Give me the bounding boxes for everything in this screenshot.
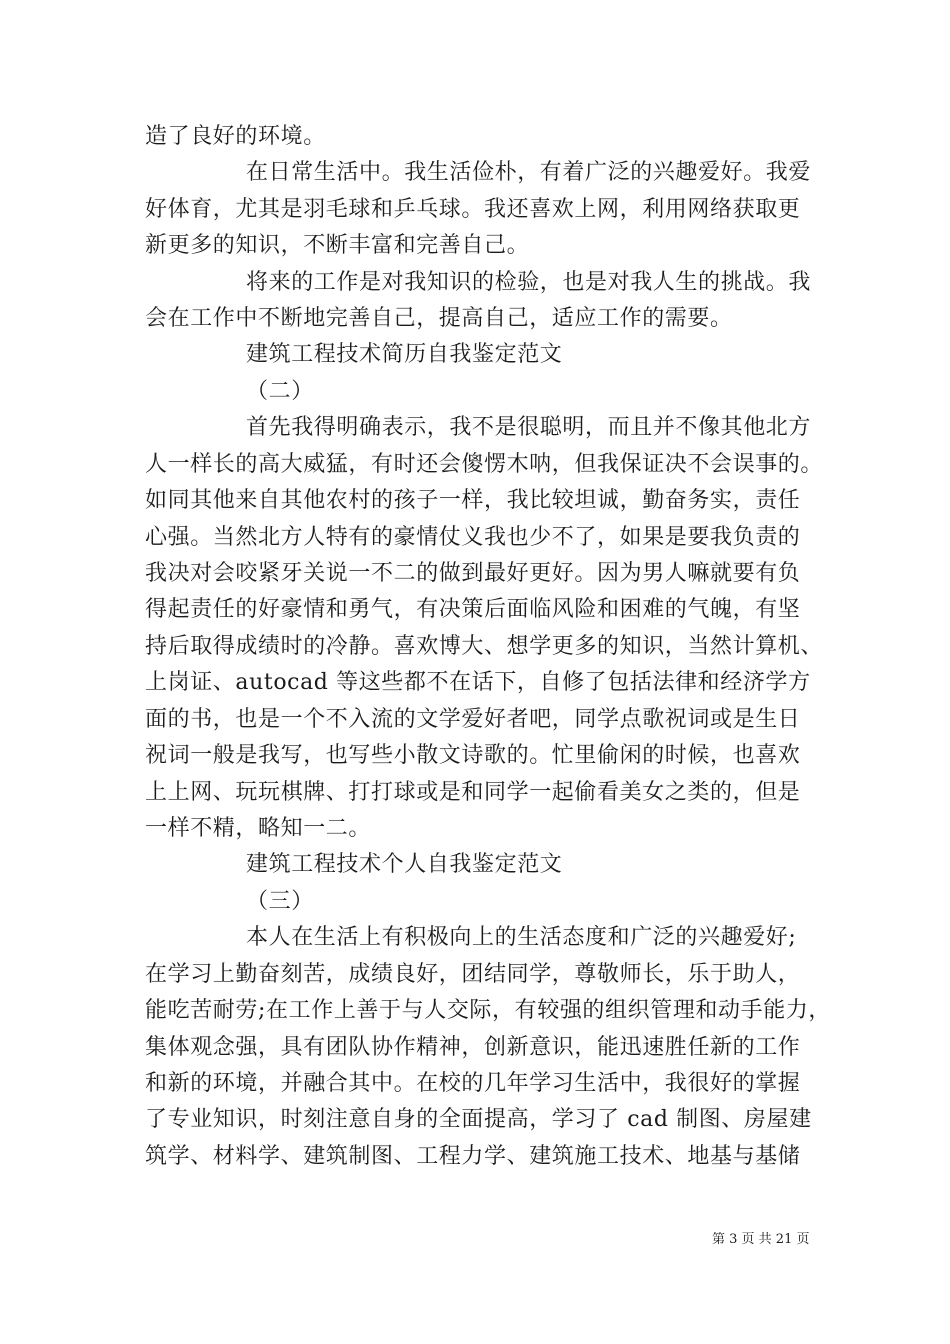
text-line: 一样不精，略知一二。 xyxy=(145,816,372,841)
text-line: 新更多的知识，不断丰富和完善自己。 xyxy=(145,233,530,258)
section-number: （二） xyxy=(246,379,314,404)
text-line: 和新的环境，并融合其中。在校的几年学习生活中，我很好的掌握 xyxy=(145,1071,801,1096)
text-line: 会在工作中不断地完善自己，提高自己，适应工作的需要。 xyxy=(145,306,733,331)
text-line: 得起责任的好豪情和勇气，有决策后面临风险和困难的气魄，有坚 xyxy=(145,597,801,622)
text-line: 能吃苦耐劳;在工作上善于与人交际，有较强的组织管理和动手能力， xyxy=(145,998,832,1023)
text-line: 造了良好的环境。 xyxy=(145,124,326,149)
section-heading: 建筑工程技术个人自我鉴定范文 xyxy=(246,852,563,877)
text-line: 在学习上勤奋刻苦，成绩良好，团结同学，尊敬师长，乐于助人， xyxy=(145,962,801,987)
text-line: 筑学、材料学、建筑制图、工程力学、建筑施工技术、地基与基储 xyxy=(145,1144,801,1169)
text-line: 了专业知识，时刻注意自身的全面提高，学习了 cad 制图、房屋建 xyxy=(145,1107,812,1132)
text-line: 祝词一般是我写，也写些小散文诗歌的。忙里偷闲的时候，也喜欢 xyxy=(145,743,801,768)
text-line: 人一样长的高大威猛，有时还会傻愣木呐，但我保证决不会误事的。 xyxy=(145,452,824,477)
section-number: （三） xyxy=(246,889,314,914)
text-line: 集体观念强，具有团队协作精神，创新意识，能迅速胜任新的工作 xyxy=(145,1035,801,1060)
text-line: 心强。当然北方人特有的豪情仗义我也少不了，如果是要我负责的 xyxy=(145,525,801,550)
text-line: 上上网、玩玩棋牌、打打球或是和同学一起偷看美女之类的，但是 xyxy=(145,780,801,805)
section-heading: 建筑工程技术简历自我鉴定范文 xyxy=(246,342,563,367)
text-line: 上岗证、autocad 等这些都不在话下，自修了包括法律和经济学方 xyxy=(145,670,811,695)
text-line: 如同其他来自其他农村的孩子一样，我比较坦诚，勤奋务实，责任 xyxy=(145,488,801,513)
paragraph-first-line: 在日常生活中。我生活俭朴，有着广泛的兴趣爱好。我爱 xyxy=(246,160,812,185)
text-line: 好体育，尤其是羽毛球和乒乓球。我还喜欢上网，利用网络获取更 xyxy=(145,197,801,222)
page-number-footer: 第 3 页 共 21 页 xyxy=(712,1232,810,1247)
paragraph-first-line: 将来的工作是对我知识的检验，也是对我人生的挑战。我 xyxy=(246,270,812,295)
text-line: 我决对会咬紧牙关说一不二的做到最好更好。因为男人嘛就要有负 xyxy=(145,561,801,586)
paragraph-first-line: 本人在生活上有积极向上的生活态度和广泛的兴趣爱好; xyxy=(246,925,797,950)
text-line: 面的书，也是一个不入流的文学爱好者吧，同学点歌祝词或是生日 xyxy=(145,707,801,732)
text-line: 持后取得成绩时的冷静。喜欢博大、想学更多的知识，当然计算机、 xyxy=(145,634,824,659)
paragraph-first-line: 首先我得明确表示，我不是很聪明，而且并不像其他北方 xyxy=(246,415,812,440)
